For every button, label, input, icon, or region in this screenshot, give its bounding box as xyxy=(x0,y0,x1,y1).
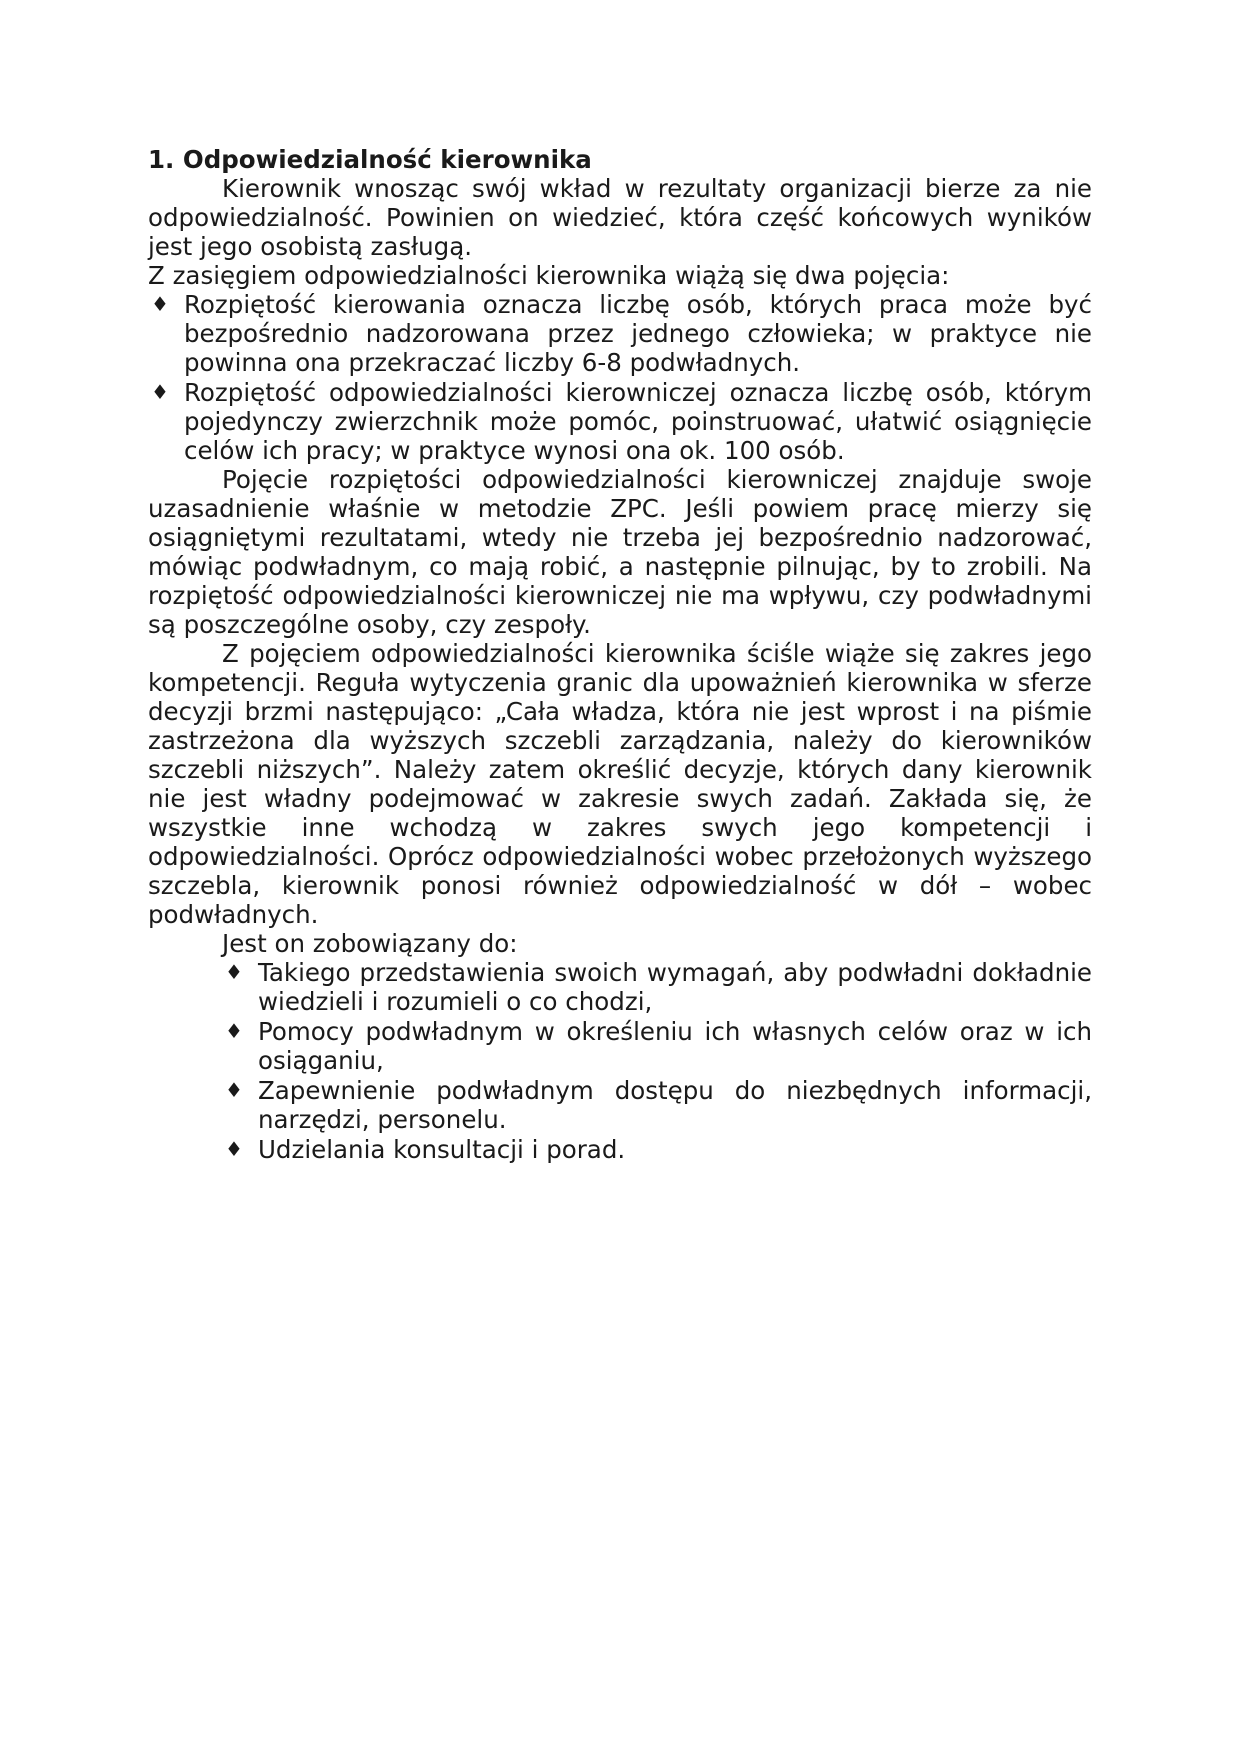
list-item-text: Zapewnienie podwładnym dostępu do niezbędnych informacji, narzędzi, personelu. xyxy=(258,1076,1092,1134)
paragraph-competence: Z pojęciem odpowiedzialności kierownika ściśle wiąże się zakres jego kompetencji. Reguła wytyczenia granic dla upoważnień kierownika w sferze decyzji brzmi następująco: „Cała władza, która nie jest wprost i na piśmie zastrzeżona dla wyższych szczebli zarządzania, należy do kierowników szczebli niższych”. Należy zatem określić decyzje, których dany kierownik nie jest władny podejmować w zakresie swych zadań. Zakłada się, że wszystkie inne wchodzą w zakres swych jego kompetencji i odpowiedzialności. Oprócz odpowiedzialności wobec przełożonych wyższego szczebla, kierownik ponosi również odpowiedzialność w dół – wobec podwładnych. xyxy=(148,639,1092,929)
list-item-text: Rozpiętość kierowania oznacza liczbę osób, których praca może być bezpośrednio nadzorowana przez jednego człowieka; w praktyce nie powinna ona przekraczać liczby 6-8 podwładnych. xyxy=(184,290,1092,377)
concepts-list xyxy=(148,290,1092,465)
list-item xyxy=(148,290,1092,377)
list-item xyxy=(222,1135,1092,1164)
diamond-bullet-icon: ♦ xyxy=(151,380,169,404)
list-item xyxy=(148,378,1092,465)
list-item xyxy=(222,958,1092,1016)
diamond-bullet-icon: ♦ xyxy=(225,1019,243,1043)
document-page xyxy=(148,145,1092,1164)
diamond-bullet-icon: ♦ xyxy=(225,960,243,984)
diamond-bullet-icon: ♦ xyxy=(225,1137,243,1161)
section-heading: 1. Odpowiedzialność kierownika xyxy=(148,145,592,174)
list-item-text: Pomocy podwładnym w określeniu ich własnych celów oraz w ich osiąganiu, xyxy=(258,1017,1092,1075)
diamond-bullet-icon: ♦ xyxy=(151,292,169,316)
list-item xyxy=(222,1017,1092,1075)
obligations-list xyxy=(222,958,1092,1164)
list-item xyxy=(222,1076,1092,1134)
list-item-text: Udzielania konsultacji i porad. xyxy=(258,1135,626,1164)
paragraph-obligations-intro: Jest on zobowiązany do: xyxy=(222,929,518,958)
diamond-bullet-icon: ♦ xyxy=(225,1078,243,1102)
list-item-text: Rozpiętość odpowiedzialności kierowniczej oznacza liczbę osób, którym pojedynczy zwierzchnik może pomóc, poinstruować, ułatwić osiągnięcie celów ich pracy; w praktyce wynosi ona ok. 100 osób. xyxy=(184,378,1092,465)
paragraph-concepts-intro: Z zasięgiem odpowiedzialności kierownika wiążą się dwa pojęcia: xyxy=(148,261,950,290)
paragraph-zpc: Pojęcie rozpiętości odpowiedzialności kierowniczej znajduje swoje uzasadnienie właśnie w metodzie ZPC. Jeśli powiem pracę mierzy się osiągniętymi rezultatami, wtedy nie trzeba jej bezpośrednio nadzorować, mówiąc podwładnym, co mają robić, a następnie pilnując, by to zrobili. Na rozpiętość odpowiedzialności kierowniczej nie ma wpływu, czy podwładnymi są poszczególne osoby, czy zespoły. xyxy=(148,465,1092,639)
paragraph-intro: Kierownik wnosząc swój wkład w rezultaty organizacji bierze za nie odpowiedzialność. Powinien on wiedzieć, która część końcowych wyników jest jego osobistą zasługą. xyxy=(148,174,1092,261)
list-item-text: Takiego przedstawienia swoich wymagań, aby podwładni dokładnie wiedzieli i rozumieli o co chodzi, xyxy=(258,958,1092,1016)
